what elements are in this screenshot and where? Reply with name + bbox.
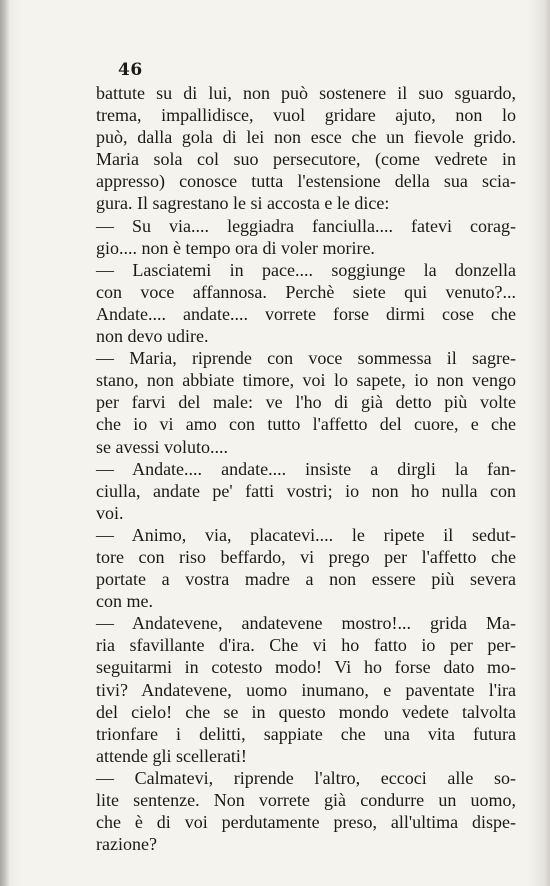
text-line: se avessi voluto....: [96, 436, 228, 457]
text-line: seguitarmi in cotesto modo! Vi ho forse dato mo-: [96, 657, 516, 678]
text-line: Andate.... andate.... vorrete forse dirmi cose che: [96, 303, 516, 324]
text-line: voi.: [96, 502, 124, 523]
text-line: razione?: [96, 834, 157, 855]
text-line: tivi? Andatevene, uomo inumano, e paventate l'ira: [96, 679, 516, 700]
text-line: per farvi del male: ve l'ho di già detto più volte: [96, 392, 516, 413]
text-line: — Animo, via, placatevi.... le ripete il sedut-: [96, 524, 516, 545]
text-line: con me.: [96, 591, 153, 612]
text-line: gura. Il sagrestano le si accosta e le dice:: [96, 193, 390, 214]
text-line: Maria sola col suo persecutore, (come vedrete in: [96, 149, 516, 170]
text-line: — Maria, riprende con voce sommessa il sagre-: [96, 348, 516, 369]
text-line: stano, non abbiate timore, voi lo sapete, io non vengo: [96, 370, 516, 391]
text-line: che io vi amo con tutto l'affetto del cuore, e che: [96, 414, 516, 435]
text-line: trema, impallidisce, vuol gridare ajuto, non lo: [96, 105, 516, 126]
text-line: — Andatevene, andatevene mostro!... grida Ma-: [96, 613, 516, 634]
text-line: del cielo! che se in questo mondo vedete talvolta: [96, 701, 516, 722]
text-line: ciulla, andate pe' fatti vostri; io non ho nulla con: [96, 480, 516, 501]
text-line: appresso) conosce tutta l'estensione della sua scia-: [96, 171, 516, 192]
body-text: [96, 82, 516, 855]
text-line: portate a vostra madre a non essere più severa: [96, 569, 516, 590]
text-line: battute su di lui, non può sostenere il suo sguardo,: [96, 83, 516, 103]
text-line: — Su via.... leggiadra fanciulla.... fatevi corag-: [96, 215, 516, 236]
text-line: trionfare i delitti, sappiate che una vita futura: [96, 723, 516, 744]
text-line: — Andate.... andate.... insiste a dirgli la fan-: [96, 458, 516, 479]
text-line: lite sentenze. Non vorrete già condurre un uomo,: [96, 790, 516, 810]
text-line: — Lasciatemi in pace.... soggiunge la donzella: [96, 259, 516, 280]
text-line: può, dalla gola di lei non esce che un fievole grido.: [96, 127, 516, 148]
text-line: che è di voi perdutamente preso, all'ultima dispe-: [96, 812, 516, 833]
page-number: 46: [118, 60, 143, 80]
binding-shadow: [0, 0, 10, 886]
text-line: gio.... non è tempo ora di voler morire.: [96, 237, 375, 258]
text-line: attende gli scellerati!: [96, 745, 247, 766]
text-line: ria sfavillante d'ira. Che vi ho fatto io per per-: [96, 635, 516, 656]
text-line: con voce affannosa. Perchè siete qui venuto?...: [96, 281, 516, 302]
text-line: non devo udire.: [96, 326, 209, 347]
text-line: — Calmatevi, riprende l'altro, eccoci alle so-: [96, 767, 516, 788]
text-line: tore con riso beffardo, vi prego per l'affetto che: [96, 546, 516, 567]
